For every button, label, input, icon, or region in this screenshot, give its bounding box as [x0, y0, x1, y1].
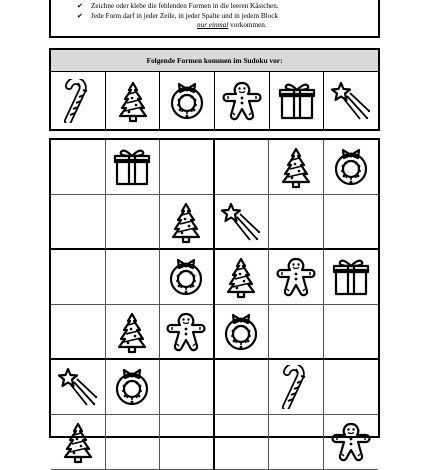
- instructions-box: [49, 0, 380, 38]
- gingerbread-man-icon: [276, 256, 316, 298]
- legend-shape-cell: [160, 72, 215, 130]
- sudoku-cell-empty[interactable]: [160, 360, 215, 415]
- christmas-tree-icon: [223, 255, 259, 299]
- sudoku-cell-empty[interactable]: [215, 415, 270, 470]
- sudoku-cell-empty[interactable]: [160, 140, 215, 195]
- sudoku-cell-empty[interactable]: [51, 250, 106, 305]
- instruction-line-3: [91, 21, 370, 31]
- sudoku-cell-filled: [106, 140, 161, 195]
- christmas-tree-icon: [168, 200, 204, 244]
- sudoku-cell-filled: [106, 360, 161, 415]
- wreath-icon: [166, 257, 206, 297]
- sudoku-cell-filled: [160, 305, 215, 360]
- gingerbread-man-icon: [222, 80, 262, 122]
- sudoku-grid: [49, 138, 380, 438]
- sudoku-cell-empty[interactable]: [160, 415, 215, 470]
- christmas-tree-icon: [60, 420, 96, 464]
- instruction-text-1: Zeichne oder klebe die fehlenden Formen in die leeren Kästchen.: [91, 2, 279, 10]
- sudoku-cell-filled: [160, 195, 215, 250]
- sudoku-cell-empty[interactable]: [269, 415, 324, 470]
- sudoku-cell-empty[interactable]: [324, 195, 379, 250]
- sudoku-cell-filled: [269, 360, 324, 415]
- shooting-star-icon: [220, 201, 262, 243]
- instruction-emphasis: nur einmal: [197, 21, 229, 29]
- gingerbread-man-icon: [331, 421, 371, 463]
- sudoku-cell-empty[interactable]: [215, 360, 270, 415]
- sudoku-cell-empty[interactable]: [106, 250, 161, 305]
- shooting-star-icon: [57, 366, 99, 408]
- wreath-icon: [221, 312, 261, 352]
- legend-shape-cell: [270, 72, 325, 130]
- sudoku-cell-filled: [269, 140, 324, 195]
- sudoku-cell-empty[interactable]: [269, 305, 324, 360]
- christmas-tree-icon: [115, 79, 151, 123]
- legend-shape-cell: [324, 72, 378, 130]
- sudoku-cell-empty[interactable]: [106, 195, 161, 250]
- sudoku-cell-filled: [106, 305, 161, 360]
- sudoku-cell-empty[interactable]: [324, 305, 379, 360]
- gift-icon: [277, 81, 317, 121]
- legend-shape-cell: [215, 72, 270, 130]
- sudoku-cell-filled: [51, 360, 106, 415]
- sudoku-cell-filled: [324, 140, 379, 195]
- sudoku-cell-empty[interactable]: [51, 305, 106, 360]
- shapes-legend: [49, 48, 380, 131]
- gift-icon: [331, 257, 371, 297]
- sudoku-cell-filled: [160, 250, 215, 305]
- sudoku-cell-empty[interactable]: [51, 195, 106, 250]
- christmas-tree-icon: [278, 145, 314, 189]
- gingerbread-man-icon: [166, 311, 206, 353]
- wreath-icon: [112, 367, 152, 407]
- gift-icon: [112, 147, 152, 187]
- shapes-row: [51, 72, 378, 130]
- candy-cane-icon: [276, 365, 316, 409]
- sudoku-cell-filled: [51, 415, 106, 470]
- sudoku-cell-empty[interactable]: [324, 360, 379, 415]
- instruction-line-2: [77, 11, 370, 22]
- sudoku-cell-empty[interactable]: [51, 140, 106, 195]
- checkmark-icon: ✔: [77, 2, 83, 10]
- instruction-text-3: vorkommen.: [228, 21, 267, 29]
- shapes-header: Folgende Formen kommen im Sudoku vor:: [51, 50, 378, 72]
- sudoku-cell-filled: [324, 250, 379, 305]
- wreath-icon: [167, 81, 207, 121]
- sudoku-cell-empty[interactable]: [269, 195, 324, 250]
- christmas-tree-icon: [114, 310, 150, 354]
- legend-shape-cell: [106, 72, 161, 130]
- shooting-star-icon: [330, 80, 372, 122]
- sudoku-cell-filled: [324, 415, 379, 470]
- instruction-text-2: Jede Form darf in jeder Zeile, in jeder Spalte und in jedem Block: [91, 11, 279, 20]
- sudoku-cell-filled: [215, 305, 270, 360]
- sudoku-cell-filled: [269, 250, 324, 305]
- candy-cane-icon: [58, 79, 98, 123]
- checkmark-icon: ✔: [77, 11, 83, 20]
- sudoku-cell-filled: [215, 195, 270, 250]
- instruction-line-1: [77, 2, 370, 12]
- sudoku-cell-empty[interactable]: [106, 415, 161, 470]
- wreath-icon: [331, 147, 371, 187]
- legend-shape-cell: [51, 72, 106, 130]
- sudoku-cell-filled: [215, 250, 270, 305]
- sudoku-cell-empty[interactable]: [215, 140, 270, 195]
